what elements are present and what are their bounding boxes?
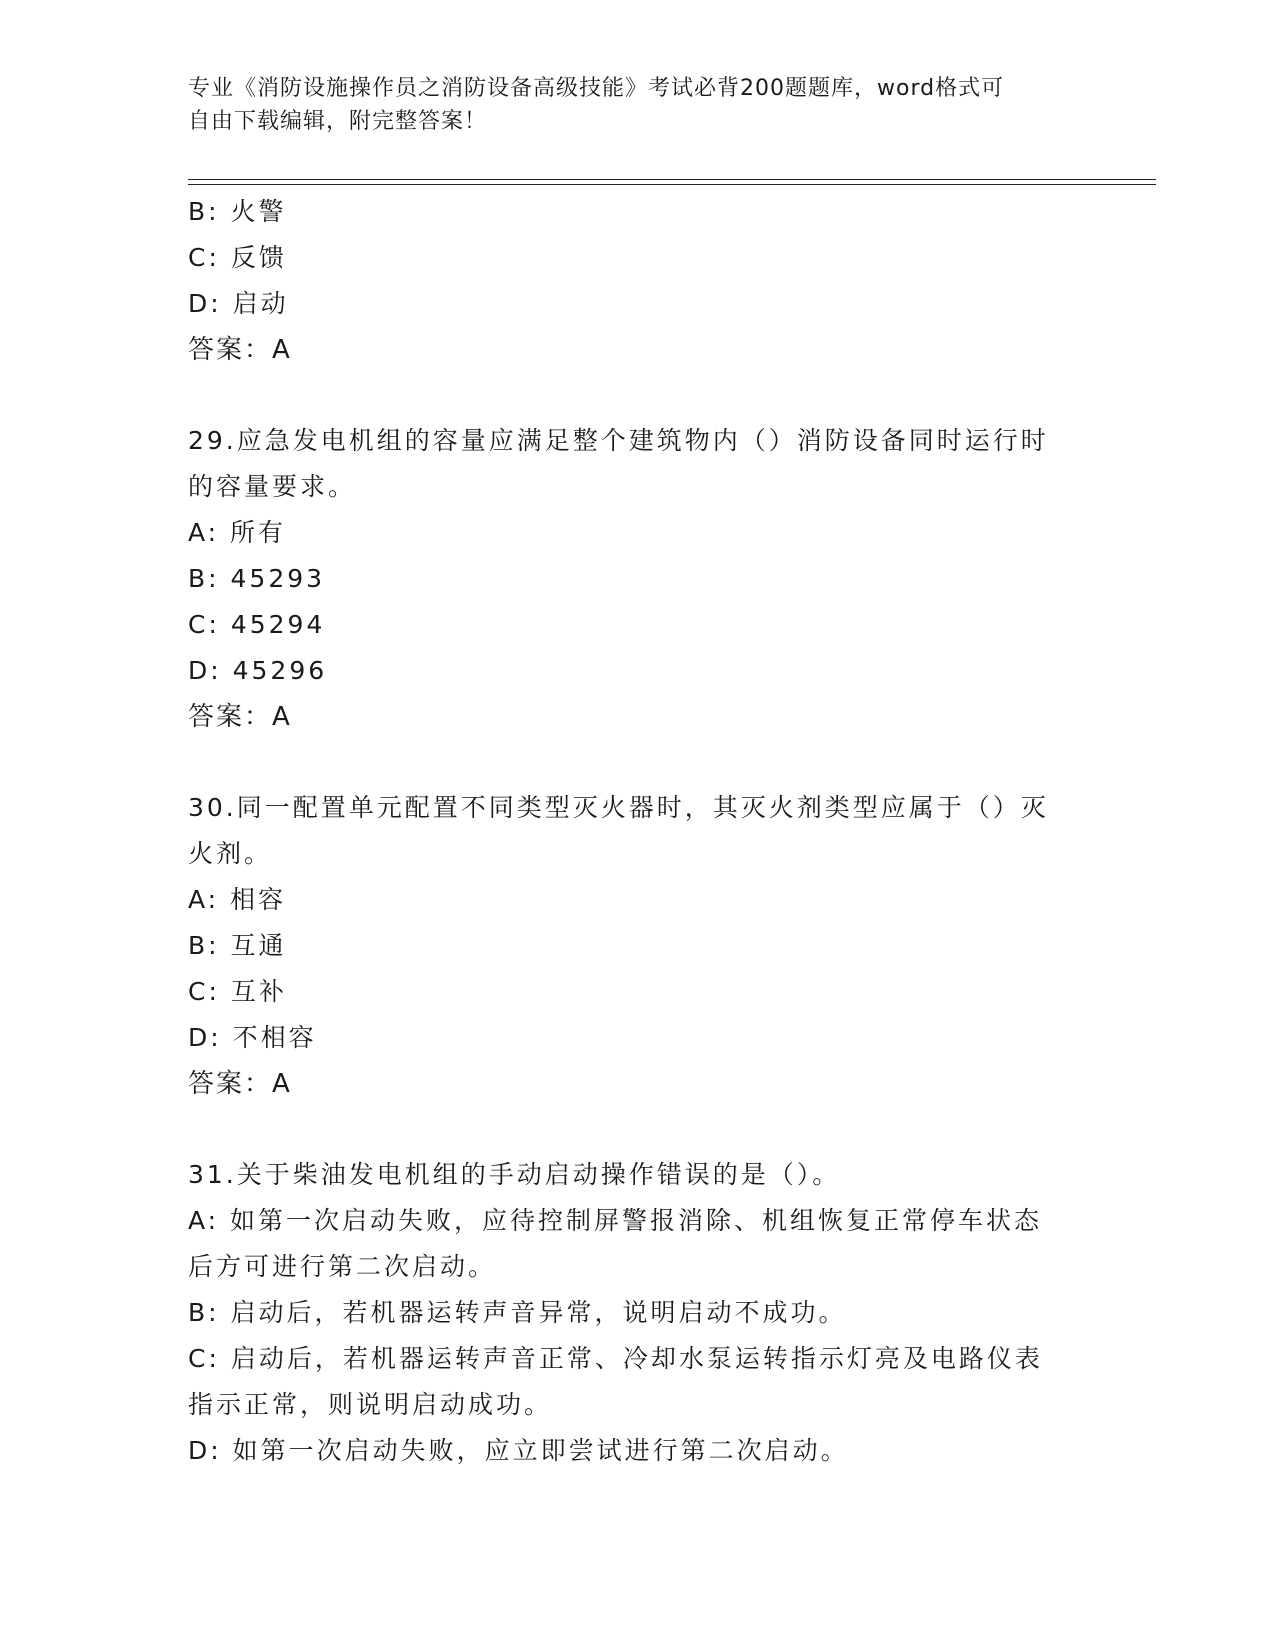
question-29 (188, 418, 1078, 740)
question-stem-continued: 的容量要求。 (188, 472, 357, 501)
answer-line: 答案：A (188, 1069, 292, 1099)
option-a: A: 相容 (188, 885, 287, 914)
option-b: B: 启动后，若机器运转声音异常，说明启动不成功。 (188, 1298, 847, 1327)
question-stem: 29.应急发电机组的容量应满足整个建筑物内（）消防设备同时运行时 (188, 426, 1049, 455)
question-stem: 30.同一配置单元配置不同类型灭火器时，其灭火剂类型应属于（）灭 (188, 793, 1049, 822)
option-d: D: 45296 (188, 656, 328, 685)
option-a-continued: 后方可进行第二次启动。 (188, 1252, 497, 1281)
option-a: A: 所有 (188, 518, 287, 547)
option-c-continued: 指示正常，则说明启动成功。 (188, 1390, 553, 1419)
answer-line: 答案：A (188, 702, 292, 732)
header-line-2: 自由下载编辑，附完整答案！ (188, 109, 488, 134)
option-d: D: 启动 (188, 289, 289, 318)
option-b: B: 火警 (188, 197, 287, 226)
option-b: B: 互通 (188, 931, 287, 960)
question-stem: 31.关于柴油发电机组的手动启动操作错误的是（）。 (188, 1160, 841, 1189)
question-stem-continued: 火剂。 (188, 839, 273, 868)
option-c: C: 45294 (188, 610, 326, 639)
header-divider-top (188, 179, 1156, 180)
option-d: D: 如第一次启动失败，应立即尝试进行第二次启动。 (188, 1436, 849, 1465)
option-c: C: 反馈 (188, 243, 287, 272)
option-c: C: 互补 (188, 977, 287, 1006)
option-c: C: 启动后，若机器运转声音正常、冷却水泵运转指示灯亮及电路仪表 (188, 1344, 1043, 1373)
document-header (188, 72, 1078, 138)
question-30 (188, 785, 1078, 1107)
header-divider-bottom (188, 184, 1156, 185)
answer-line: 答案：A (188, 335, 292, 365)
option-b: B: 45293 (188, 564, 326, 593)
option-d: D: 不相容 (188, 1023, 317, 1052)
option-a: A: 如第一次启动失败，应待控制屏警报消除、机组恢复正常停车状态 (188, 1206, 1043, 1235)
previous-question-tail (188, 189, 1078, 373)
header-line-1: 专业《消防设施操作员之消防设备高级技能》考试必背200题题库，word格式可 (188, 76, 1005, 101)
question-list (188, 189, 1078, 1474)
question-31 (188, 1152, 1078, 1474)
